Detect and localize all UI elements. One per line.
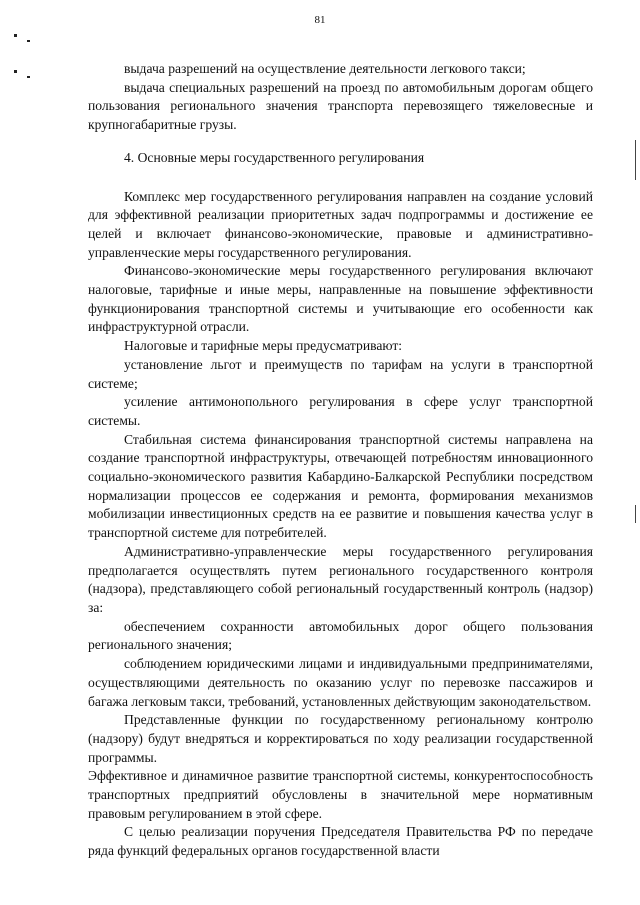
paragraph: выдача специальных разрешений на проезд по автомобильным дорогам общего пользования регионального значения транспорта перевозящего тяжеловесные и крупногабаритные грузы.: [88, 79, 593, 133]
paragraph: Комплекс мер государственного регулирования направлен на создание условий для эффективной реализации приоритетных задач подпрограммы и достижение ее целей и включает финансово-экономические, правовые и административно-управленческие меры государственного регулирования.: [88, 188, 593, 260]
page-number: 81: [314, 14, 326, 26]
scan-artifact: [27, 40, 30, 42]
scan-edge-line: [635, 505, 636, 523]
paragraph: С целью реализации поручения Председателя Правительства РФ по передаче ряда функций федеральных органов государственной власти: [88, 824, 593, 859]
paragraph: обеспечением сохранности автомобильных дорог общего пользования регионального значения;: [88, 618, 593, 653]
scan-edge-line: [635, 140, 636, 180]
scan-artifact: [14, 70, 17, 73]
paragraph: установление льгот и преимуществ по тарифам на услуги в транспортной системе;: [88, 356, 593, 391]
paragraph: соблюдением юридическими лицами и индивидуальными предпринимателями, осуществляющими деятельность по оказанию услуг по перевозке пассажиров и багажа легковым такси, требований, установленных действующим законодательством.: [88, 656, 593, 709]
paragraph: усиление антимонопольного регулирования в сфере услуг транспортной системы.: [88, 394, 593, 428]
paragraph: Налоговые и тарифные меры предусматривают:: [124, 338, 403, 354]
paragraph: Представленные функции по государственному региональному контролю (надзору) будут внедряться и корректироваться по ходу реализации государственной программы.: [88, 712, 593, 765]
paragraph: Стабильная система финансирования транспортной системы направлена на создание транспортной инфраструктуры, отвечающей потребностям инновационного социально-экономического развития Кабардино-Балкарской Республики посредством нормализации процессов ее содержания и ремонта, формирования механизмов мобилизации инвестиционных средств на ее развитие и повышения качества услуг в транспортной системе для потребителей.: [88, 431, 593, 541]
paragraph: Административно-управленческие меры государственного регулирования предполагается осуществлять путем регионального государственного контроля (надзора), представляющего собой региональный государственный контроль (надзор) за:: [88, 543, 593, 615]
paragraph: Эффективное и динамичное развитие транспортной системы, конкурентоспособность транспортных предприятий обусловлены в значительной мере нормативным правовым регулированием в этой сфере.: [88, 768, 593, 821]
scan-artifact: [14, 34, 17, 37]
document-body: [88, 60, 593, 861]
section-heading: 4. Основные меры государственного регулирования: [124, 149, 425, 165]
paragraph: выдача разрешений на осуществление деятельности легкового такси;: [124, 61, 526, 76]
scan-artifact: [27, 76, 30, 78]
paragraph: Финансово-экономические меры государственного регулирования включают налоговые, тарифные и иные меры, направленные на повышение эффективности функционирования транспортной системы и учитывающие его особенности как инфраструктурной отрасли.: [88, 263, 593, 335]
